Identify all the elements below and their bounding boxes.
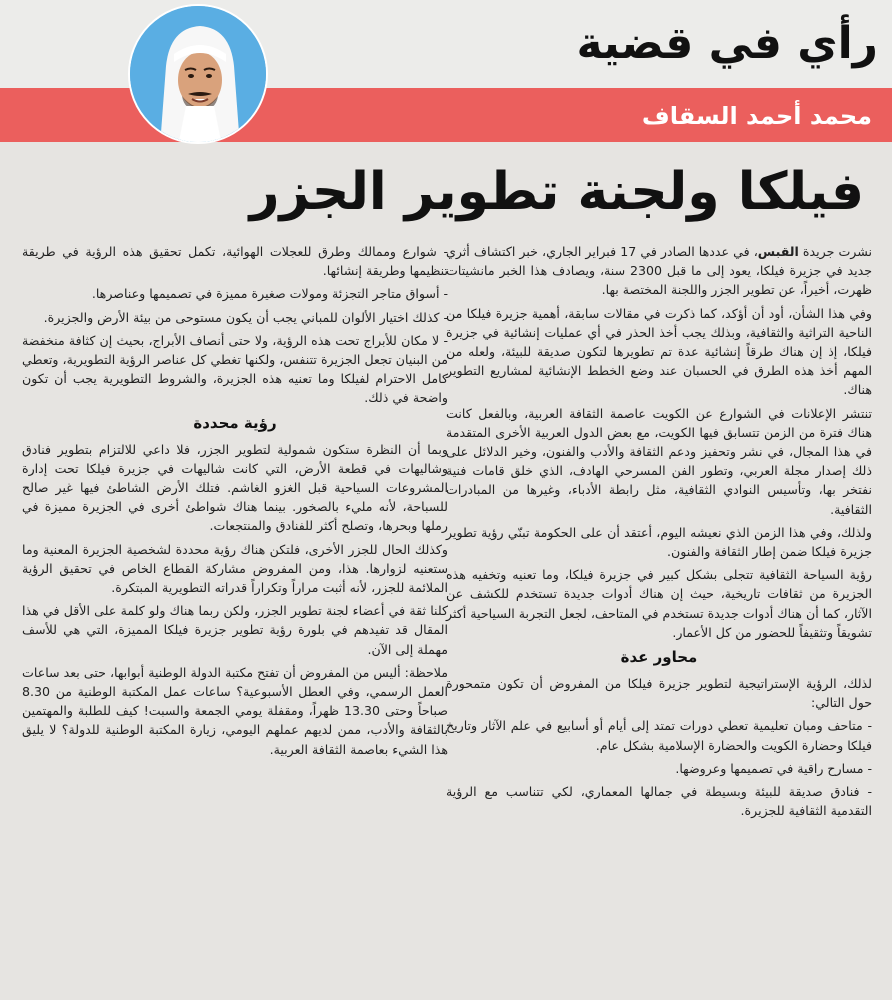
author-portrait-icon bbox=[130, 6, 268, 144]
paragraph: لذلك، الرؤية الإستراتيجية لتطوير جزيرة فيلكا من المفروض أن تكون متمحورة حول التالي: bbox=[446, 676, 872, 711]
list-item: - شوارع وممالك وطرق للعجلات الهوائية، تكمل تحقيق هذه الرؤية في طريقة تنظيمها وطريقة إنشائها. bbox=[22, 244, 448, 279]
paragraph: رؤية السياحة الثقافية تتجلى بشكل كبير في جزيرة فيلكا، وما تعنيه وتخفيه هذه الجزيرة من ثقافات تاريخية، حيث إن هناك أدوات جديدة تستخدم للكشف عن الآثار، كما أن هناك أدوات جديدة تستخدم في المتاحف، لجعل التجربة السياحية أكثر تشويقاً وتثقيفاً للحضور من كل الأعمار. bbox=[446, 567, 872, 640]
list-item: - كذلك اختيار الألوان للمباني يجب أن يكون مستوحى من بيئة الأرض والجزيرة. bbox=[43, 309, 448, 325]
paragraph: تنتشر الإعلانات في الشوارع عن الكويت عاصمة الثقافة العربية، وبالفعل كانت هناك فترة من الزمن تتسابق فيها الكويت، مع بعض الدول العربية الأخرى المتقدمة في هذا المجال، في نشر وتحفيز ودعم الثقافة والأدب والفنون، وخير الدلائل على ذلك إصدار مجلة العربي، وتطور الفن المسرحي الهادف، الذي خلق قامات فنية نفتخر بها، وتأسيس النوادي الثقافية، مثل رابطة الأدباء، وغيرها من المبادرات الثقافية. bbox=[446, 405, 872, 517]
note-paragraph: ملاحظة: أليس من المفروض أن تفتح مكتبة الدولة الوطنية أبوابها، حتى بعد ساعات العمل الرسمي، وفي العطل الأسبوعية؟ ساعات عمل المكتبة الوطنية من 8.30 صباحاً وحتى 13.30 ظهراً، ومقفلة يومي الجمعة والسبت! كيف للطلبة والمهتمين بالثقافة والأدب، ممن لديهم عملهم اليومي، زيارة المكتبة الوطنية للدولة؟ لا يليق هذا الشيء بعاصمة الثقافة العربية. bbox=[22, 664, 449, 757]
paragraph-text: ، في عددها الصادر في 17 فبراير الجاري، خبر اكتشاف أثري جديد في جزيرة فيلكا، يعود إلى ما قبل 2300 سنة، ويصادف هذا الخبر مانشيتات ظهرت، أخيراً، عن تطوير الجزر واللجنة المختصة بها. bbox=[446, 244, 873, 298]
paragraph: وكذلك الحال للجزر الأخرى، فلتكن هناك رؤية محددة لشخصية الجزيرة المعنية وما ستعنيه لزوارها. هذا، ومن المفروض مشاركة القطاع الخاص في تحقيق الرؤية الملائمة للجزر، لأنه أثبت مراراً وتكراراً قدراته التطويرية المبتكرة. bbox=[22, 541, 448, 596]
subheading: رؤية محددة bbox=[193, 413, 277, 432]
column-title: رأي في قضية bbox=[576, 18, 878, 69]
list-item: - لا مكان للأبراج تحت هذه الرؤية، ولا حتى أنصاف الأبراج، بحيث إن كثافة منخفضة من البنيان تجعل الجزيرة تتنفس، ولكنها تغطي كل عناصر الرؤية التطويرية، وتعطي كامل الاحترام لفيلكا وما تعنيه هذه الجزيرة، والشروط التطويرية يجب أن تكون واضحة في ذلك. bbox=[22, 332, 448, 406]
author-name: محمد أحمد السقاف bbox=[641, 102, 872, 130]
author-photo bbox=[128, 4, 268, 144]
paragraph bbox=[446, 242, 872, 300]
paragraph: وفي هذا الشأن، أود أن أؤكد، كما ذكرت في مقالات سابقة، أهمية جزيرة فيلكا من الناحية التراثية والثقافية، وبذلك يجب أخذ الحذر في أي عمليات إنشائية في جزيرة فيلكا، إذ إن هناك طرقاً إنشائية عدة تم تطويرها لتكون صديقة للبيئة، ولعله من المهم أخذ هذه الطرق في الحسبان عند وضع الخطط الإنشائية لمشاريع التطوير هناك. bbox=[446, 305, 872, 398]
subheading: محاور عدة bbox=[620, 648, 698, 667]
list-item: - مسارح راقية في تصميمها وعروضها. bbox=[675, 760, 872, 776]
article-headline: فيلكا ولجنة تطوير الجزر bbox=[249, 162, 864, 222]
article-column-left bbox=[22, 242, 448, 763]
list-item: - متاحف ومبان تعليمية تعطي دورات تمتد إلى أيام أو أسابيع في علم الآثار وتاريخ فيلكا وحضارة الكويت والحضارة الإسلامية بشكل عام. bbox=[446, 718, 872, 753]
paragraph: وبما أن النظرة ستكون شمولية لتطوير الجزر، فلا داعي للالتزام بتطوير فنادق وشاليهات في قطعة الأرض، التي كانت شاليهات في جزيرة فيلكا تحت إدارة المشروعات السياحية قبل الغزو الغاشم. فتلك الأرض الشاطئ فيها غير صالح للسباحة، لأنه مليء بالصخور. بينما هناك شواطئ أخرى في الجزيرة مميزة في رملها وبحرها، وتصلح أكثر للفنادق والمنتجعات. bbox=[22, 441, 448, 534]
list-item: - أسواق متاجر التجزئة ومولات صغيرة مميزة في تصميمها وعناصرها. bbox=[91, 286, 448, 302]
list-item: - فنادق صديقة للبيئة وبسيطة في جمالها المعماري، لكي تتناسب مع الرؤية التقدمية الثقافية للجزيرة. bbox=[446, 784, 872, 819]
newspaper-name: القبس bbox=[757, 244, 799, 259]
paragraph: كلنا ثقة في أعضاء لجنة تطوير الجزر، ولكن ربما هناك ولو كلمة على الأقل في هذا المقال قد تفيدهم في بلورة رؤية تطوير جزيرة فيلكا المميزة، التي هي للأسف مهملة إلى الآن. bbox=[22, 603, 448, 657]
paragraph: ولذلك، وفي هذا الزمن الذي نعيشه اليوم، أعتقد أن على الحكومة تبنّي رؤية تطوير جزيرة فيلكا ضمن إطار الثقافة والفنون. bbox=[446, 524, 872, 560]
paragraph-text: نشرت جريدة bbox=[798, 244, 872, 259]
article-column-right bbox=[446, 242, 872, 824]
